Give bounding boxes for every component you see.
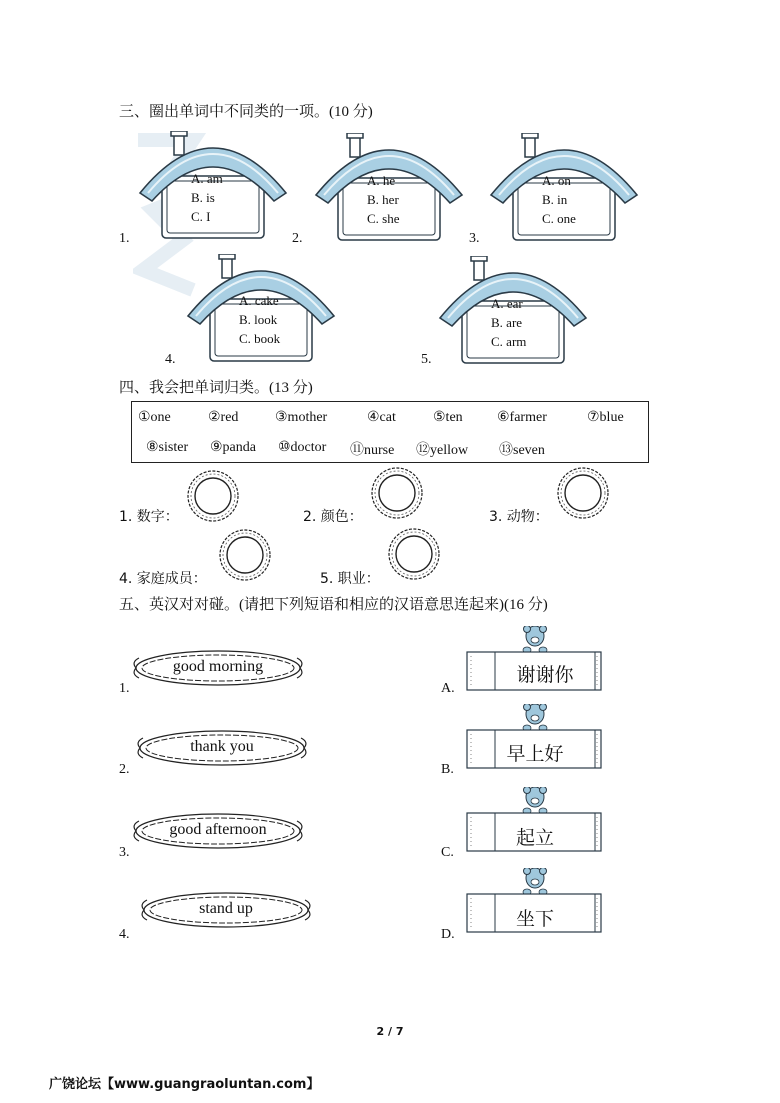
option: C. book: [239, 331, 281, 346]
word-item: ①one: [138, 410, 171, 425]
word-item: ⑩doctor: [278, 440, 327, 455]
word-item: ③mother: [275, 410, 328, 425]
meaning-d-letter: D.: [441, 927, 455, 942]
house-4-number: 4.: [165, 352, 176, 367]
word-bank-box: [131, 401, 649, 463]
house-1-options: [191, 169, 223, 226]
option: C. arm: [491, 334, 527, 349]
category-family-label: 4. 家庭成员：: [119, 571, 207, 587]
section3-title: 三、圈出单词中不同类的一项。(10 分): [119, 104, 373, 120]
answer-circle[interactable]: [186, 469, 240, 523]
word-item: ⑤ten: [433, 410, 463, 425]
option: B. her: [367, 192, 399, 207]
word-item: ⑫yellow: [416, 443, 469, 458]
answer-circle[interactable]: [556, 466, 610, 520]
house-5-options: [491, 294, 526, 351]
phrase-3-number: 3.: [119, 845, 130, 860]
house-3-options: [542, 171, 576, 228]
category-jobs-label: 5. 职业：: [320, 571, 380, 587]
meaning-c-text[interactable]: 起立: [515, 827, 554, 849]
category-colors-label: 2. 颜色：: [303, 509, 363, 525]
house-2-number: 2.: [292, 231, 303, 246]
option: C. I: [191, 209, 211, 224]
option: B. is: [191, 190, 215, 205]
meaning-a-letter: A.: [441, 681, 455, 696]
option: C. one: [542, 211, 576, 226]
house-1-number: 1.: [119, 231, 130, 246]
word-item: ⑪nurse: [350, 443, 395, 458]
section4-title: 四、我会把单词归类。(13 分): [119, 380, 313, 396]
word-item: ⑨panda: [210, 440, 256, 455]
word-item: ②red: [208, 410, 239, 425]
word-item: ⑧sister: [146, 440, 189, 455]
meaning-b-text[interactable]: 早上好: [506, 743, 564, 765]
word-item: ⑬seven: [499, 443, 545, 458]
option: A. he: [367, 173, 396, 188]
section5-title: 五、英汉对对碰。(请把下列短语和相应的汉语意思连起来)(16 分): [119, 597, 548, 613]
meaning-a-text[interactable]: 谢谢你: [516, 664, 574, 686]
category-numbers-label: 1. 数字：: [119, 509, 179, 525]
word-item: ⑥farmer: [497, 410, 547, 425]
option: A. cake: [239, 293, 279, 308]
footer-text: 广饶论坛【www.guangraoluntan.com】: [49, 1077, 320, 1092]
option: C. she: [367, 211, 400, 226]
option: B. are: [491, 315, 523, 330]
house-4-options: [239, 291, 280, 348]
answer-circle[interactable]: [218, 528, 272, 582]
phrase-4-text[interactable]: stand up: [199, 900, 253, 917]
house-5-number: 5.: [421, 352, 432, 367]
phrase-3-text[interactable]: good afternoon: [169, 821, 267, 838]
meaning-d-text[interactable]: 坐下: [515, 908, 554, 930]
word-item: ⑦blue: [587, 410, 624, 425]
answer-circle[interactable]: [387, 527, 441, 581]
option: A. on: [542, 173, 571, 188]
phrase-1-text[interactable]: good morning: [172, 658, 264, 675]
category-animals-label: 3. 动物：: [489, 509, 549, 525]
meaning-b-letter: B.: [441, 762, 454, 777]
page-number: 2 / 7: [376, 1025, 404, 1038]
option: A. am: [191, 171, 223, 186]
phrase-2-text[interactable]: thank you: [190, 738, 254, 755]
option: B. in: [542, 192, 568, 207]
word-item: ④cat: [367, 410, 396, 425]
phrase-4-number: 4.: [119, 927, 130, 942]
house-3-number: 3.: [469, 231, 480, 246]
meaning-c-letter: C.: [441, 845, 454, 860]
option: B. look: [239, 312, 278, 327]
option: A. ear: [491, 296, 523, 311]
house-2-options: [367, 171, 400, 228]
phrase-2-number: 2.: [119, 762, 130, 777]
answer-circle[interactable]: [370, 466, 424, 520]
phrase-1-number: 1.: [119, 681, 130, 696]
